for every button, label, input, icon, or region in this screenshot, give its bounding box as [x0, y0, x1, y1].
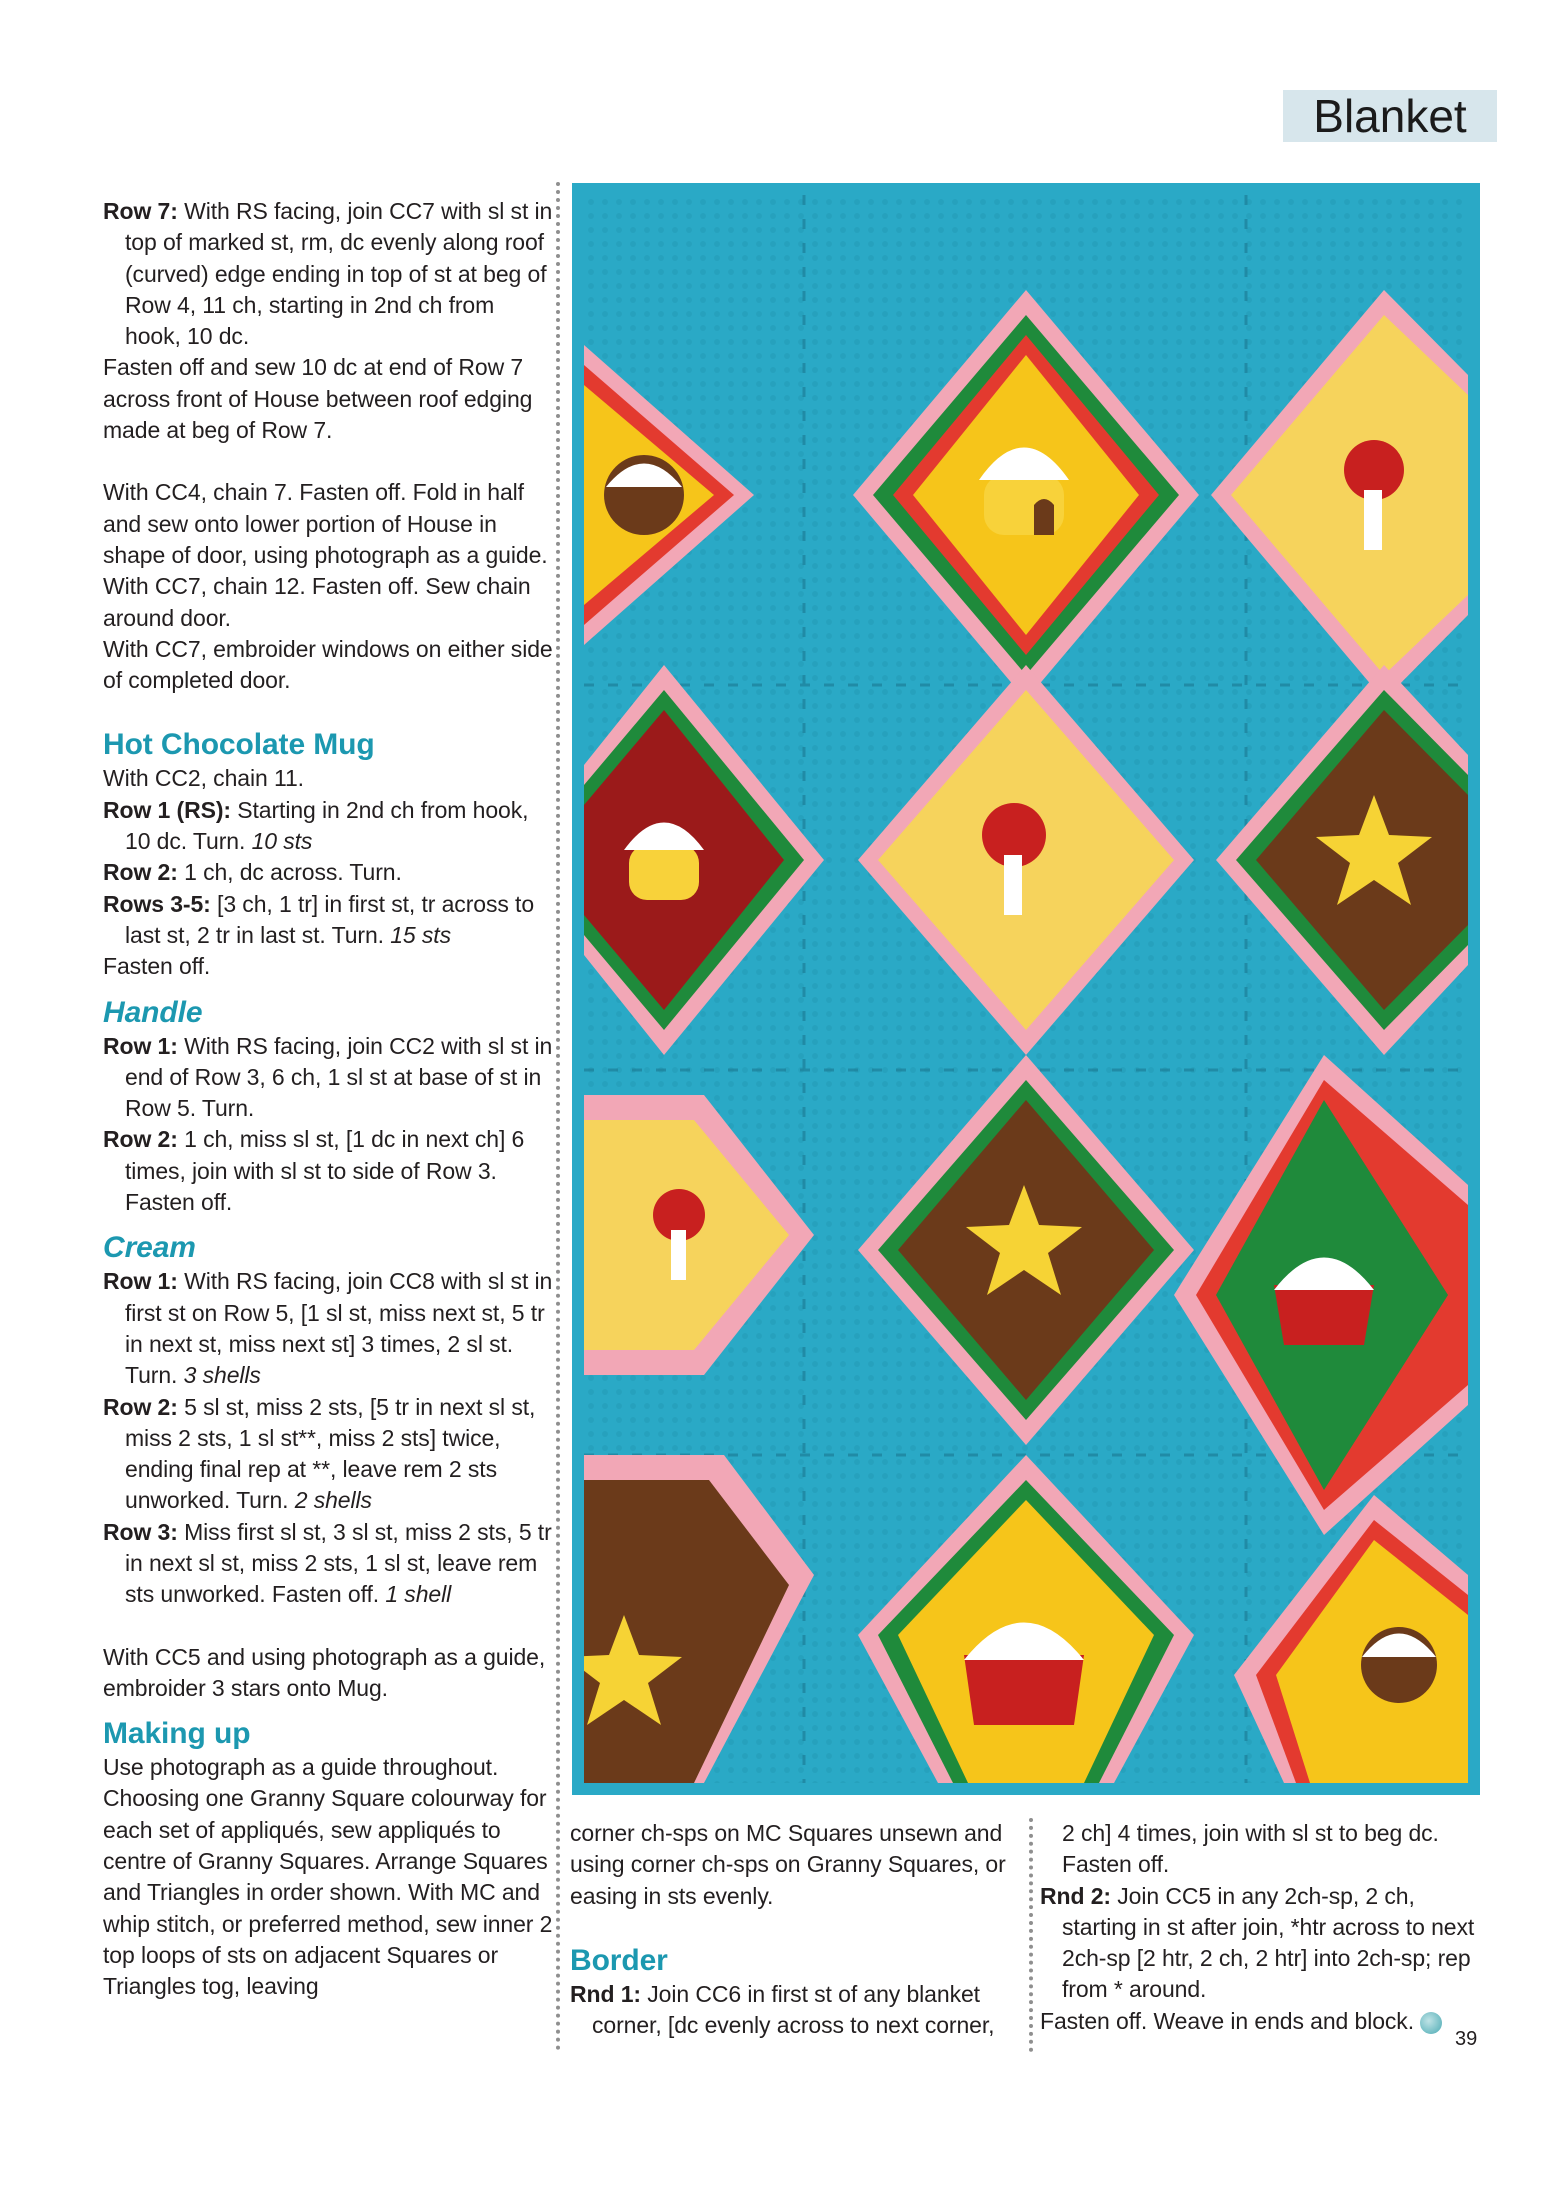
cream-row1: Row 1: With RS facing, join CC8 with sl st in first st on Row 5, [1 sl st, miss next st, 5 tr in next st, miss next st] 3 times, 2 sl st. Turn. 3 shells [103, 1268, 553, 1389]
pattern-column-3 [1040, 1818, 1490, 2037]
making-up-heading: Making up [103, 1717, 251, 1751]
cream-row2: Row 2: 5 sl st, miss 2 sts, [5 tr in next sl st, miss 2 sts, 1 sl st**, miss 2 sts] twice, ending final rep at **, leave rem 2 sts unworked. Turn. 2 shells [103, 1393, 536, 1514]
column-divider-2 [1029, 1818, 1033, 2052]
handle-row2: Row 2: 1 ch, miss sl st, [1 dc in next ch] 6 times, join with sl st to side of Row 3. Fasten off. [103, 1126, 525, 1216]
fasten-off-paragraph: Fasten off and sew 10 dc at end of Row 7 across front of House between roof edging made at beg of Row 7. [103, 354, 533, 444]
making-up-continued: corner ch-sps on MC Squares unsewn and using corner ch-sps on Granny Squares, or easing in sts evenly. [570, 1820, 1006, 1909]
mug-rows3-5: Rows 3-5: [3 ch, 1 tr] in first st, tr across to last st, 2 tr in last st. Turn. 15 sts [103, 890, 535, 948]
hot-chocolate-mug-heading: Hot Chocolate Mug [103, 728, 375, 762]
handle-row1: Row 1: With RS facing, join CC2 with sl st in end of Row 3, 6 ch, 1 sl st at base of st in Row 5. Turn. [103, 1032, 553, 1122]
border-rnd1: Rnd 1: Join CC6 in first st of any blanket corner, [dc evenly across to next corner, [570, 1980, 995, 2039]
page-number: 39 [1455, 2028, 1478, 2050]
handle-heading: Handle [103, 995, 203, 1029]
border-rnd2: Rnd 2: Join CC5 in any 2ch-sp, 2 ch, starting in st after join, *htr across to next 2ch-sp [2 htr, 2 ch, 2 htr] into 2ch-sp; rep from * around. [1040, 1882, 1475, 2003]
cream-heading: Cream [103, 1231, 196, 1265]
column-divider [556, 182, 560, 2052]
blanket-illustration [584, 195, 1468, 1783]
mug-row1: Row 1 (RS): Starting in 2nd ch from hook, 10 dc. Turn. 10 sts [103, 796, 529, 855]
door-paragraph-3: With CC7, embroider windows on either side of completed door. [103, 635, 553, 694]
mug-row2: Row 2: 1 ch, dc across. Turn. [103, 859, 402, 886]
mug-fasten-off: Fasten off. [103, 953, 211, 980]
door-paragraph-2: With CC7, chain 12. Fasten off. Sew chain around door. [103, 573, 531, 631]
row7-instruction: Row 7: With RS facing, join CC7 with sl st in top of marked st, rm, dc evenly along roof (curved) edge ending in top of st at beg of Row 4, 11 ch, starting in 2nd ch from hook, 10 dc. [103, 198, 553, 350]
door-paragraph-1: With CC4, chain 7. Fasten off. Fold in half and sew onto lower portion of House in shape of door, using photograph as a guide. [103, 479, 548, 568]
pattern-column-1 [103, 196, 553, 2003]
yarn-ball-icon [1420, 2012, 1442, 2034]
pattern-column-2 [570, 1818, 1025, 2041]
border-heading: Border [570, 1943, 668, 1977]
blanket-photo [572, 183, 1480, 1795]
making-up-paragraph: Use photograph as a guide throughout. Choosing one Granny Square colourway for each set of appliqués, sew appliqués to centre of Granny Squares. Arrange Squares and Triangles in order shown. With MC and whip stitch, or preferred method, sew inner 2 top loops of sts on adjacent Squares or Triangles tog, leaving [103, 1754, 553, 2000]
cream-row3: Row 3: Miss first sl st, 3 sl st, miss 2 sts, 5 tr in next sl st, miss 2 sts, 1 sl st, leave rem sts unworked. Fasten off. 1 shell [103, 1518, 552, 1608]
stars-paragraph: With CC5 and using photograph as a guide, embroider 3 stars onto Mug. [103, 1643, 546, 1701]
section-tag: Blanket [1283, 90, 1497, 142]
final-instruction: Fasten off. Weave in ends and block. [1040, 2006, 1490, 2037]
rnd1-continued: 2 ch] 4 times, join with sl st to beg dc. Fasten off. [1062, 1820, 1439, 1878]
mug-intro: With CC2, chain 11. [103, 765, 304, 792]
